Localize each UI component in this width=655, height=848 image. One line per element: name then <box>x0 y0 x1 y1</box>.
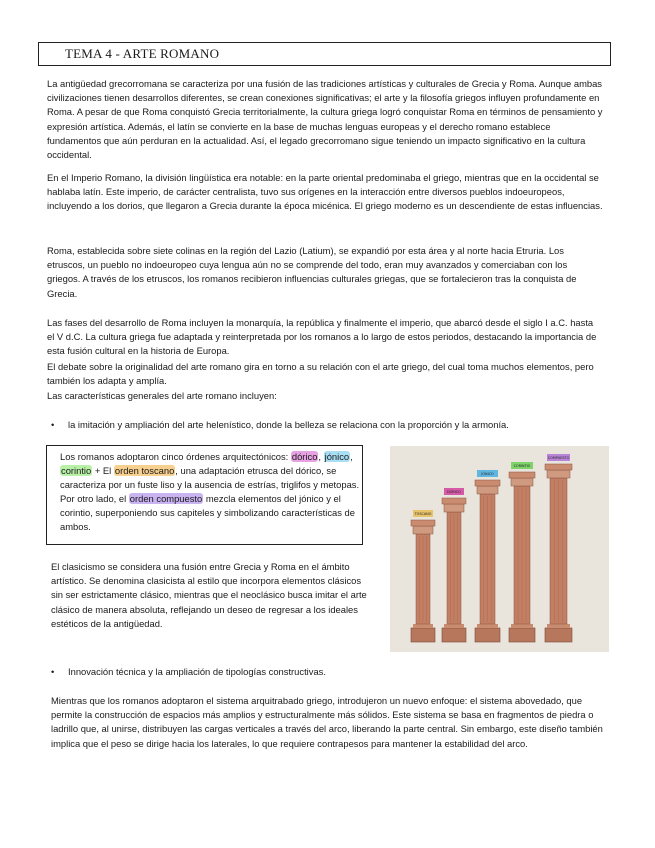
column-base <box>547 624 570 628</box>
caracteristicas-paragraph: Las características generales del arte romano incluyen: <box>47 390 277 401</box>
column-capital <box>477 486 498 494</box>
bullet-dot: • <box>51 666 55 677</box>
column-label: DÓRICO <box>447 490 461 494</box>
highlight-compuesto: orden compuesto <box>129 493 203 504</box>
columns-orders-figure <box>390 446 609 652</box>
column-capital <box>444 504 464 512</box>
bullet-imitacion-text: la imitación y ampliación del arte helenístico, donde la belleza se relaciona con la proporción y la armonía. <box>68 419 509 430</box>
intro-paragraph: La antigüedad grecorromana se caracteriza por una fusión de las tradiciones artísticas y culturales de Grecia y Roma. Aunque ambas civilizaciones tienen desarrollos diferentes, se crean conexiones significativas; el arte y la filosofía griegos influyen profundamente en Roma. A pesar de que Roma conquistó Grecia territorialmente, la cultura griega logró conquistar Roma en términos de pensamiento y expresión artística. Además, el latín se convierte en la base de muchas lenguas europeas y el derecho romano establece fundamentos que aún perduran en la actualidad. Así, el legado grecorromano sigue teniendo un impacto significativo en la cultura occidental. <box>47 78 603 161</box>
imperio-paragraph: En el Imperio Romano, la división lingüística era notable: en la parte oriental predominaba el griego, mientras que en la occidental se hablaba latín. Este imperio, de carácter centralista, tuvo sus orígenes en la interacción entre diversos pueblos indoeuropeos, incluyendo a los dorios, que llegaron a Grecia durante la época micénica. El griego moderno es un descendiente de estas influencias. <box>47 172 603 212</box>
column-entablature <box>545 464 572 470</box>
column-pedestal <box>411 628 435 642</box>
bullet-innovacion-text: Innovación técnica y la ampliación de tipologías constructivas. <box>68 666 326 677</box>
column-base <box>444 624 464 628</box>
orders-text-intro: Los romanos adoptaron cinco órdenes arquitectónicos: <box>60 451 291 462</box>
fases-paragraph: Las fases del desarrollo de Roma incluyen la monarquía, la república y finalmente el imperio, que abarcó desde el siglo I a.C. hasta el V d.C. La cultura griega fue adaptada y reinterpretada por los romanos a lo largo de estos periodos, destacando la importancia de esta fusión cultural en la historia de Europa. <box>47 317 597 357</box>
columns-illustration <box>390 446 609 652</box>
column-label: JÓNICO <box>481 472 494 476</box>
column-pedestal <box>475 628 500 642</box>
orders-text <box>60 450 360 534</box>
highlight-toscano: orden toscano <box>114 465 175 476</box>
bullet-dot: • <box>51 419 55 430</box>
column-entablature <box>509 472 535 478</box>
orders-text-compuesto-desc: mezcla elementos del jónico y el corintio, superponiendo sus capiteles y simbolizando características de ambos. <box>60 493 355 532</box>
column-label: COMPUESTO <box>547 456 570 460</box>
column-base <box>477 624 498 628</box>
highlight-dorico: dórico <box>291 451 318 462</box>
column-capital <box>413 526 433 534</box>
column-base <box>511 624 533 628</box>
highlight-jonico: jónico <box>324 451 350 462</box>
column-pedestal <box>509 628 535 642</box>
debate-paragraph: El debate sobre la originalidad del arte romano gira en torno a su relación con el arte griego, del cual toma muchos elementos, pero también los adapta y amplía. <box>47 361 594 387</box>
column-pedestal <box>442 628 466 642</box>
orders-text-plus: + El <box>92 465 114 476</box>
column-entablature <box>442 498 466 504</box>
orders-sep: , <box>318 451 324 462</box>
column-capital <box>511 478 533 486</box>
orders-sep: , <box>350 451 353 462</box>
clasicismo-paragraph: El clasicismo se considera una fusión entre Grecia y Roma en el ámbito artístico. Se denomina clasicista al estilo que incorpora elementos clásicos sin ser estrictamente clásico, mientras que el neoclásico busca imitar el arte clásico de manera absoluta, reflejando un deseo de regresar a los ideales estéticos de la antigüedad. <box>51 561 367 629</box>
sistema-paragraph: Mientras que los romanos adoptaron el sistema arquitrabado griego, introdujeron un nuevo enfoque: el sistema abovedado, que permite la construcción de espacios más amplios y estructuralmente más sólidos. Este sistema se basa en fragmentos de piedra o ladrillo que, al unirse, distribuyen las cargas verticales a través del arco, liberando la parte central. Sin embargo, este diseño también implica que el peso se dirige hacia los laterales, lo que requiere contrapesos para mantener la estabilidad del arco. <box>51 695 603 749</box>
column-capital <box>547 470 570 478</box>
roma-paragraph: Roma, establecida sobre siete colinas en la región del Lazio (Latium), se expandió por esta área y al norte hacia Etruria. Los etruscos, un pueblo no indoeuropeo cuya lengua aún no se comprende del todo, eran muy avanzados y comerciaban con los griegos. A través de los etruscos, los romanos recibieron influencias culturales griegas, que se fortalecieron tras la conquista de Grecia. <box>47 245 577 299</box>
column-entablature <box>475 480 500 486</box>
orders-text-toscano-desc: , una adaptación etrusca del dórico, se caracteriza por un fuste liso y la ausencia de estrías, triglifos y metopas. Por otro lado, el <box>60 465 360 504</box>
column-entablature <box>411 520 435 526</box>
highlight-corintio: corintio <box>61 465 92 476</box>
page-title: TEMA 4 - ARTE ROMANO <box>38 42 611 66</box>
column-base <box>413 624 433 628</box>
column-label: CORINTIO <box>513 464 531 468</box>
column-pedestal <box>545 628 572 642</box>
column-label: TOSCANO <box>414 512 432 516</box>
